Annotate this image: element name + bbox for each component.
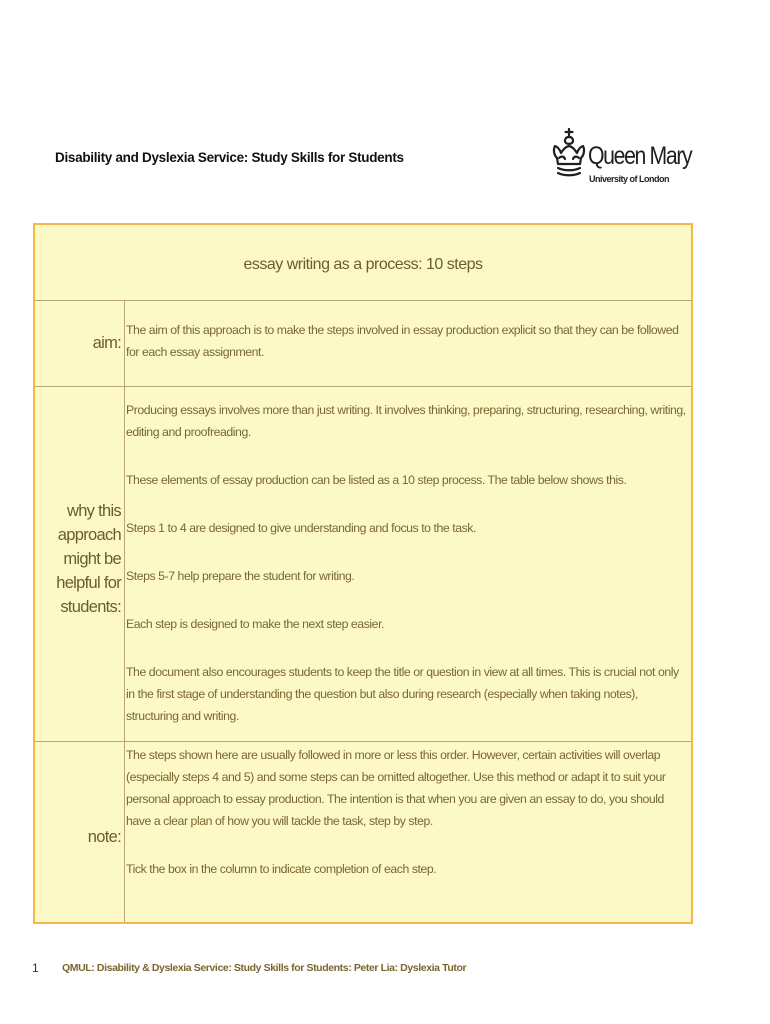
- page-number: 1: [32, 961, 39, 975]
- note-paragraph: The steps shown here are usually followed in more or less this order. However, certain activities will overlap (especially steps 4 and 5) and some steps can be omitted altogether. Use this method or adapt it to suit your personal approach to essay production. The intention is that when you are given an essay to do, you should have a clear plan of how you will tackle the task, step by step.: [126, 748, 666, 828]
- why-label-line: why this: [66, 502, 121, 520]
- note-paragraph: Tick the box in the column to indicate completion of each step.: [126, 862, 437, 876]
- essay-process-panel: [33, 223, 693, 924]
- note-content: [126, 744, 688, 880]
- why-row: [35, 387, 691, 742]
- panel-title-row: [35, 225, 691, 301]
- note-label: note:: [87, 828, 121, 846]
- panel-title: essay writing as a process: 10 steps: [243, 256, 483, 273]
- why-paragraph: Each step is designed to make the next step easier.: [126, 617, 384, 631]
- why-label: [35, 499, 121, 619]
- logo-subtitle: University of London: [589, 174, 669, 184]
- why-paragraph: The document also encourages students to keep the title or question in view at all times. This is crucial not only in the first stage of understanding the question but also during research (especially when taking notes), structuring and writing.: [126, 665, 679, 723]
- note-row: [35, 742, 691, 922]
- why-paragraph: These elements of essay production can be listed as a 10 step process. The table below shows this.: [126, 473, 627, 487]
- why-label-line: helpful for: [56, 574, 121, 592]
- why-label-line: students:: [60, 598, 121, 616]
- why-label-line: approach: [57, 526, 121, 544]
- page-footer: [0, 961, 770, 981]
- logo-name: Queen Mary: [588, 142, 692, 170]
- why-label-line: might be: [63, 550, 121, 568]
- why-paragraph: Producing essays involves more than just writing. It involves thinking, preparing, structuring, researching, writing, editing and proofreading.: [126, 403, 686, 439]
- why-content: [126, 399, 688, 727]
- aim-row: [35, 301, 691, 387]
- crown-icon: [552, 128, 586, 183]
- aim-text: The aim of this approach is to make the steps involved in essay production explicit so that they can be followed for each essay assignment.: [126, 323, 679, 359]
- queen-mary-logo: [550, 128, 690, 190]
- why-paragraph: Steps 5-7 help prepare the student for writing.: [126, 569, 355, 583]
- footer-text: QMUL: Disability & Dyslexia Service: Study Skills for Students: Peter Lia: Dyslexia Tutor: [62, 962, 467, 974]
- document-header-title: Disability and Dyslexia Service: Study Skills for Students: [55, 150, 404, 165]
- aim-label: aim:: [92, 334, 121, 352]
- why-paragraph: Steps 1 to 4 are designed to give understanding and focus to the task.: [126, 521, 476, 535]
